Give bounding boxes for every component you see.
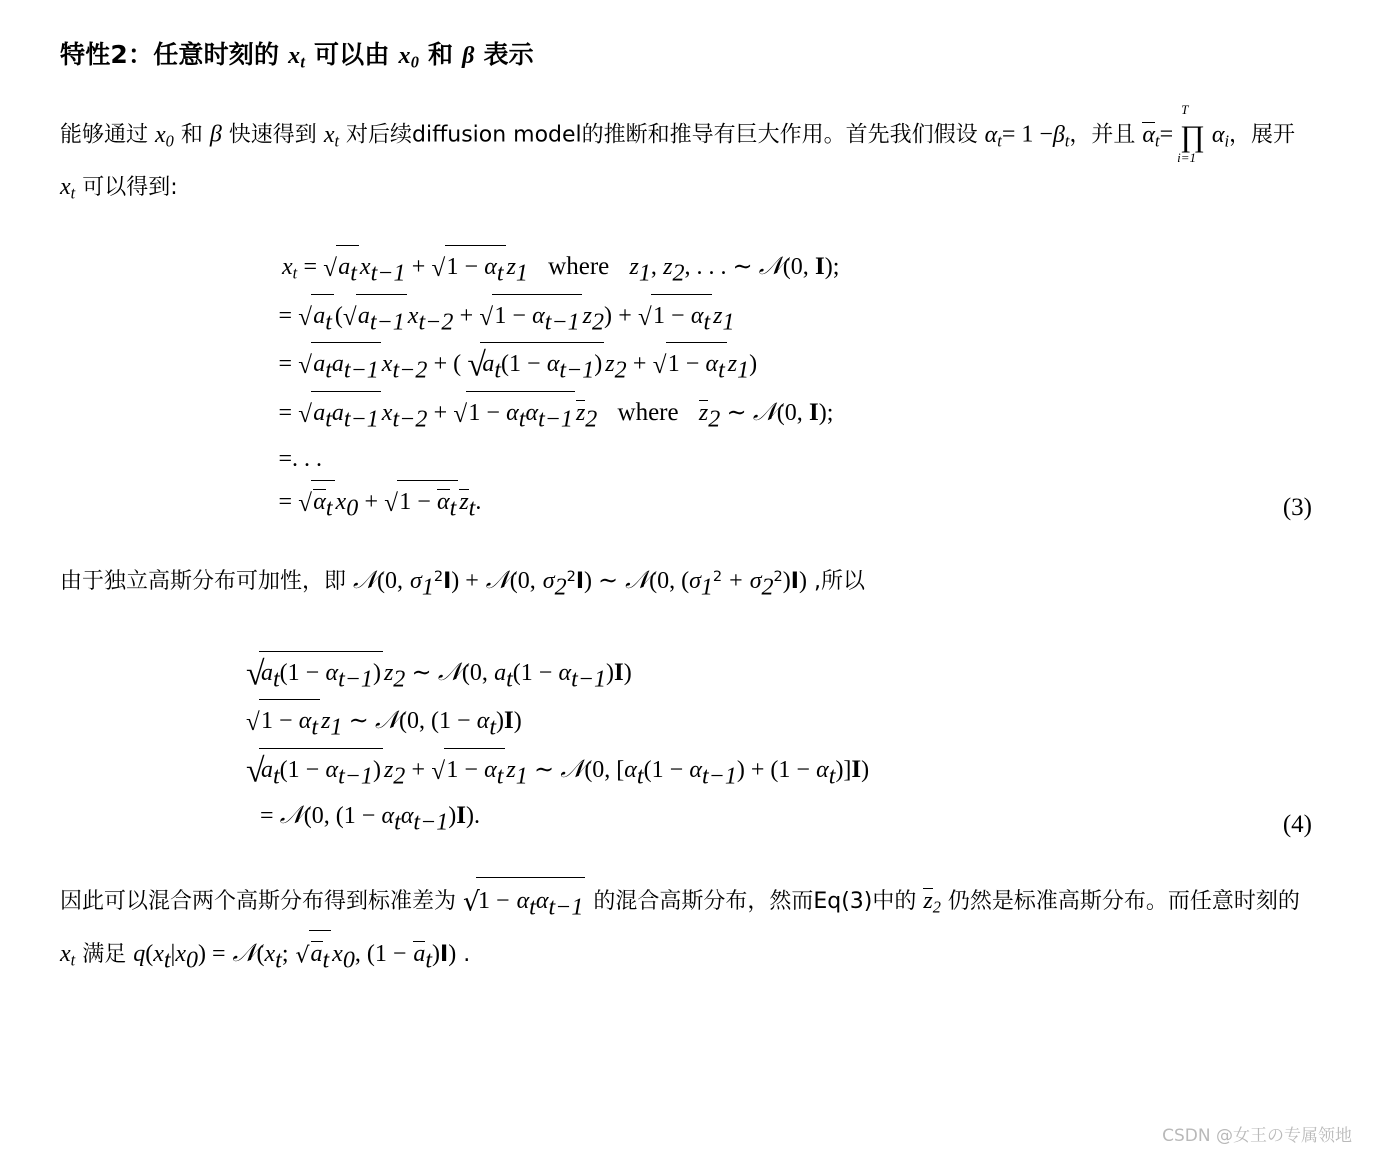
heading-prefix: 特性2： — [60, 40, 154, 69]
para3-formula-z2: $z_2$ — [923, 887, 941, 917]
para1-seg-3: 快速得到 — [228, 122, 317, 148]
para2-formula: 𝒩(0, $\sigma_1^2I$) + 𝒩(0, $\sigma_2^2I$) ∼ 𝒩(0, $(\sigma_1^2 + \sigma_2^2)I$) — [353, 567, 807, 602]
equation-4-tag: (4) — [1282, 810, 1312, 838]
equation-3-line-4: = √ $a_ta_{t-1}$ $x_{t-2}$ + √ $1 - \alpha_t\alpha_{t-1}$ $z_2$ where $z_2$ ∼ 𝒩(0, I); — [246, 391, 1314, 440]
para2-seg-1: 由于独立高斯分布可加性，即 — [60, 569, 347, 595]
para1-seg-2: 和 — [180, 122, 203, 148]
watermark-label: CSDN @女王の专属领地 — [1162, 1126, 1352, 1146]
equation-3-tag: (3) — [1282, 494, 1312, 522]
para1-symbol-xt: $x_t$ — [323, 121, 340, 151]
para3-formula-q: $q(x_t|x_0)$ = $𝒩(x_t$; √ $a_t$ $x_0$, $(1 - a_t)I$) — [133, 942, 463, 967]
para3-seg-4: 满足 — [82, 941, 127, 967]
heading-text-2: 可以由 — [313, 40, 390, 69]
para3-seg-3: 仍然是标准高斯分布。而任意时刻的 — [947, 888, 1300, 914]
equation-3-line-3: = √ $a_ta_{t-1}$ $x_{t-2}$ + ( √ $a_t(1 - \alpha_{t-1}) z_2$ + √ $1 - \alpha_t$ $z_1$) — [246, 342, 1314, 391]
equation-4-line-2: √ $1 - \alpha_t$ $z_1$ ∼ 𝒩(0, $(1 - \alpha_t)I$) — [246, 699, 1314, 748]
para1-symbol-xt2: $x_t$ — [60, 173, 76, 203]
para1-symbol-x0: $x_0$ — [155, 121, 174, 151]
heading-symbol-x0: $x_0$ — [398, 43, 420, 72]
heading-symbol-xt: $x_t$ — [288, 43, 306, 72]
equation-3-line-2: = √ $a_t$ ( √ $a_{t-1}$ $x_{t-2}$ + √ $1 - \alpha_{t-1}$ $z_2$) + √ $1 - \alpha_t$ $z_1$ — [246, 294, 1314, 343]
equation-4-line-1: √ $a_t(1 - \alpha_{t-1})$ $z_2$ ∼ 𝒩(0, $a_t(1 - \alpha_{t-1})I$) — [246, 651, 1314, 700]
heading-text-4: 表示 — [483, 40, 534, 69]
para3-seg-1: 因此可以混合两个高斯分布得到标准差为 — [60, 888, 457, 914]
para3-symbol-xt: $x_t$ — [60, 940, 76, 970]
para1-formula-beta: $\beta_t$ — [1052, 121, 1070, 151]
para1-seg-6: ，展开 — [1228, 122, 1295, 148]
heading-text-1: 任意时刻的 — [153, 40, 280, 69]
equation-3-line-6: = √ $\alpha_t$ $x_0$ + √ $1 - \alpha_t$ $z_t$. — [246, 480, 1314, 529]
para1-formula-prod-eq: = — [1159, 121, 1174, 148]
para1-formula-alpha: $\alpha_t$ — [984, 121, 1002, 151]
para1-seg-4: 对后续diffusion model的推断和推导有巨大作用。首先我们假设 — [346, 122, 978, 148]
para3-seg-2: 的混合高斯分布，然而Eq(3)中的 — [593, 888, 917, 914]
para2-seg-2: ,所以 — [813, 569, 865, 595]
para1-formula-alphabar: $\alpha_t$ — [1142, 121, 1160, 151]
para1-seg-1: 能够通过 — [60, 122, 149, 148]
heading-text-3: 和 — [427, 40, 454, 69]
equation-block-3 — [60, 245, 1314, 528]
paragraph-conclusion — [60, 877, 1314, 983]
para1-symbol-beta: β — [209, 121, 222, 148]
para1-formula-eq: = 1 − — [1001, 121, 1053, 148]
para3-seg-5: . — [463, 941, 471, 967]
para3-formula-sqrt: √ $1 - \alpha_t\alpha_{t-1}$ — [463, 889, 586, 914]
equation-block-4 — [60, 651, 1314, 843]
equation-4-line-3: √ $a_t(1 - \alpha_{t-1}) z_2$ + √ $1 - \alpha_t$ $z_1$ ∼ 𝒩(0, $[\alpha_t(1 - \alpha_{t-1}) + (1 - \alpha_t)]I$) — [246, 748, 1314, 797]
para1-seg-5: ，并且 — [1069, 122, 1136, 148]
equation-3-line-1: $x_t$ = √ $a_t$ $x_{t-1}$ + √ $1 - \alpha_t$ $z_1$ where $z_1$, $z_2$, . . . ∼ 𝒩(0, I); — [282, 245, 1314, 294]
equation-3-line-5: =. . . — [278, 446, 322, 473]
paragraph-intro — [60, 102, 1314, 209]
para1-seg-7: 可以得到: — [82, 174, 178, 200]
equation-4-line-4: = 𝒩(0, $(1 - \alpha_t\alpha_{t-1})I$). — [260, 802, 481, 836]
para1-formula-product: ∏ T i=1 — [1177, 102, 1205, 166]
para1-formula-alpha-i: $\alpha_i$ — [1211, 121, 1229, 151]
section-heading — [60, 36, 1314, 75]
heading-symbol-beta: β — [462, 43, 475, 69]
paragraph-gaussian-additivity — [60, 558, 1314, 610]
